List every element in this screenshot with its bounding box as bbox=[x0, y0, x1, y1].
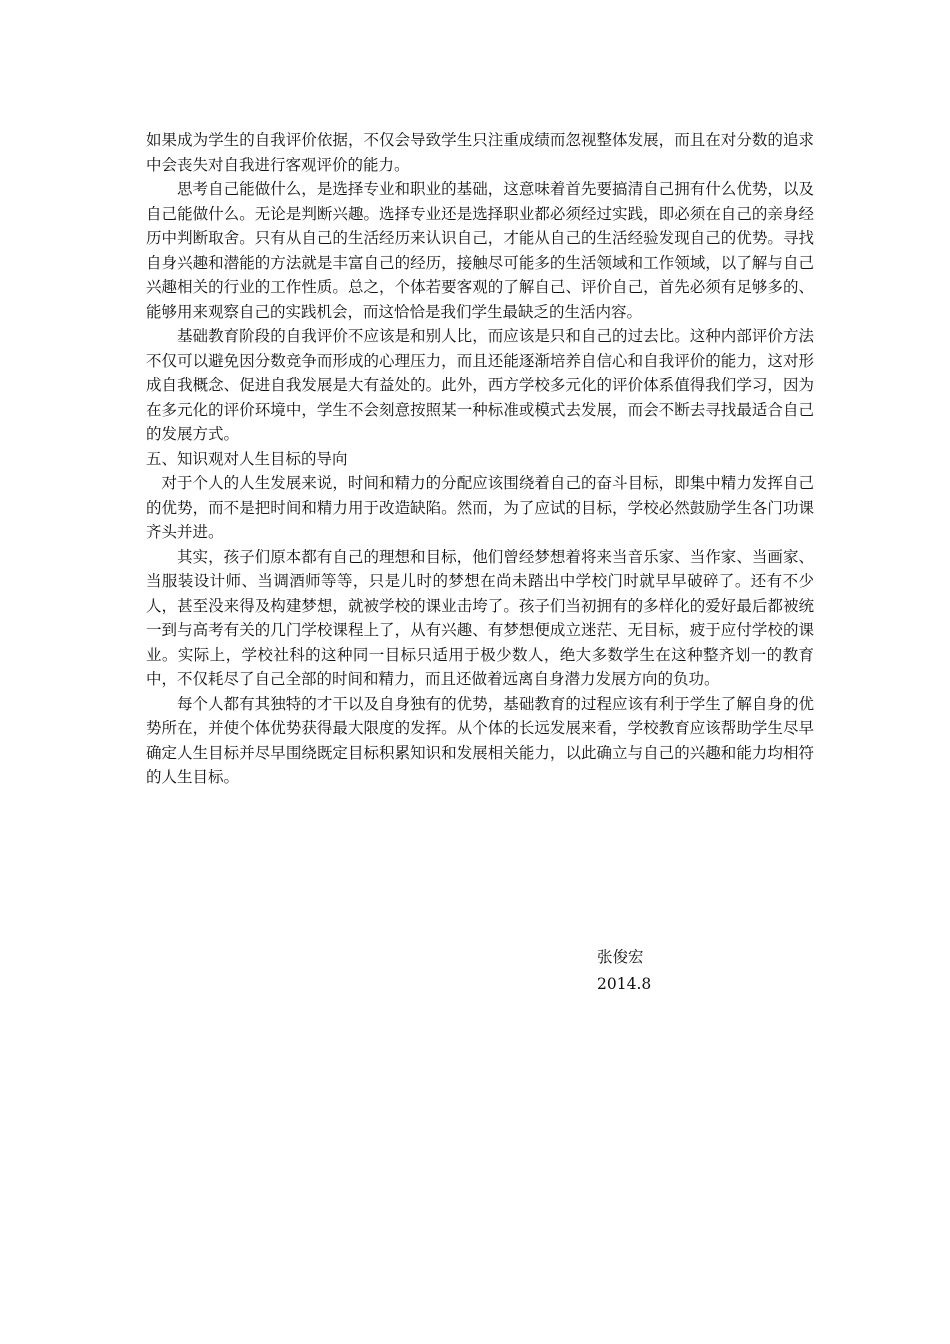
paragraph-basic-education: 基础教育阶段的自我评价不应该是和别人比，而应该是只和自己的过去比。这种内部评价方法不仅可以避免因分数竞争而形成的心理压力，而且还能逐渐培养自信心和自我评价的能力，这对形成自我概念、促进自我发展是大有益处的。此外，西方学校多元化的评价体系值得我们学习，因为在多元化的评价环境中，学生不会刻意按照某一种标准或模式去发展，而会不断去寻找最适合自己的发展方式。 bbox=[146, 327, 814, 443]
paragraph-children-dreams: 其实，孩子们原本都有自己的理想和目标，他们曾经梦想着将来当音乐家、当作家、当画家、当服装设计师、当调酒师等等，只是儿时的梦想在尚未踏出中学校门时就早早破碎了。还有不少人，甚至没来得及构建梦想，就被学校的课业击垮了。孩子们当初拥有的多样化的爱好最后都被统一到与高考有关的几门学校课程上了，从有兴趣、有梦想便成立迷茫、无目标，疲于应付学校的课业。实际上，学校社科的这种同一目标只适用于极少数人，绝大多数学生在这种整齐划一的教育中，不仅耗尽了自己全部的时间和精力，而且还做着远离自身潜力发展方向的负功。 bbox=[146, 547, 814, 688]
author-name: 张俊宏 bbox=[597, 948, 644, 966]
signature-date: 2014.8 bbox=[597, 975, 652, 993]
section-heading: 五、知识观对人生目标的导向 bbox=[146, 449, 348, 468]
document-body bbox=[146, 128, 814, 790]
signature-block bbox=[597, 944, 651, 998]
paragraph-unique-talents: 每个人都有其独特的才干以及自身独有的优势，基础教育的过程应该有利于学生了解自身的优势所在，并使个体优势获得最大限度的发挥。从个体的长远发展来看，学校教育应该帮助学生尽早确定人生目标并尽早围绕既定目标积累知识和发展相关能力，以此确立与自己的兴趣和能力均相符的人生目标。 bbox=[146, 694, 814, 786]
paragraph-life-goals: 对于个人的人生发展来说，时间和精力的分配应该围绕着自己的奋斗目标，即集中精力发挥自己的优势，而不是把时间和精力用于改造缺陷。然而，为了应试的目标，学校必然鼓励学生各门功课齐头并进。 bbox=[146, 474, 814, 541]
paragraph-self-assessment: 思考自己能做什么，是选择专业和职业的基础，这意味着首先要搞清自己拥有什么优势，以及自己能做什么。无论是判断兴趣。选择专业还是选择职业都必须经过实践，即必须在自己的亲身经历中判断取舍。只有从自己的生活经历来认识自己，才能从自己的生活经验发现自己的优势。寻找自身兴趣和潜能的方法就是丰富自己的经历，接触尽可能多的生活领域和工作领域，以了解与自己兴趣相关的行业的工作性质。总之，个体若要客观的了解自己、评价自己，首先必须有足够多的、能够用来观察自己的实践机会，而这恰恰是我们学生最缺乏的生活内容。 bbox=[146, 180, 814, 321]
paragraph-continued: 如果成为学生的自我评价依据，不仅会导致学生只注重成绩而忽视整体发展，而且在对分数的追求中会丧失对自我进行客观评价的能力。 bbox=[146, 131, 814, 174]
